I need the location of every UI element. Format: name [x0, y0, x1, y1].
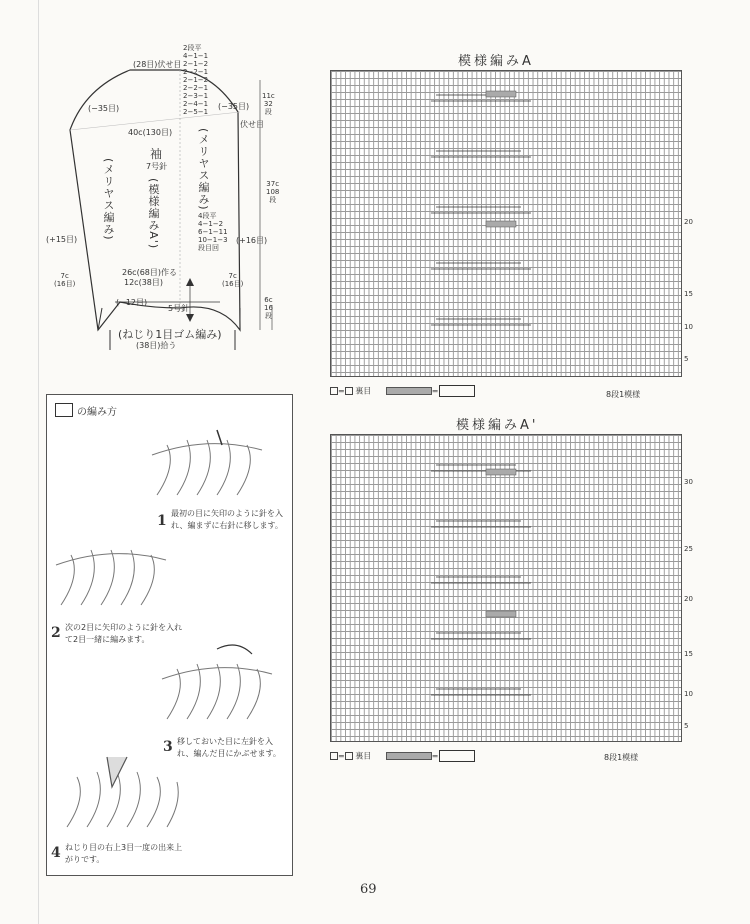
chart-a-row-10: 10	[684, 323, 693, 331]
height-cap: 11c 32 段	[262, 92, 275, 116]
width-top: 40c(130目)	[128, 128, 173, 137]
chart-a2-title: 模様編みA'	[456, 418, 539, 433]
needle-main: 7号針	[146, 162, 168, 171]
dec-symbol-icon	[55, 403, 73, 417]
left-dec: (−35目)	[88, 104, 120, 113]
step3-number: 3	[163, 739, 173, 755]
width-cuff: 12c(38目)	[124, 278, 163, 287]
step4-number: 4	[51, 845, 61, 861]
chart-a-row-15: 15	[684, 290, 693, 298]
step4-text: ねじり目の右上3目一度の出来上がりです。	[65, 843, 183, 864]
step3-text: 移しておいた目に左針を入れ、編んだ目にかぶせます。	[177, 737, 281, 758]
purl-symbol	[345, 752, 353, 760]
knit-symbol	[330, 387, 338, 395]
chart-a-symbols	[331, 71, 681, 376]
page-gutter	[38, 0, 39, 924]
inc-table: 4段平 4−1−2 6−1−11 10−1−3 段目回	[198, 212, 228, 252]
knit-symbol	[330, 752, 338, 760]
chart-a-legend: = 裏目 =	[330, 385, 475, 397]
chart-a2-row-25: 25	[684, 545, 693, 553]
chart-a-title: 模様編みA	[458, 54, 534, 69]
chart-a-repeat: 8段1模様	[606, 390, 641, 399]
chart-a2-symbols	[331, 435, 681, 741]
twist-dec-bar	[386, 387, 432, 395]
stitch-center-label: (模様編みA')	[147, 178, 160, 250]
step2-number: 2	[51, 625, 61, 641]
cuff-pattern: (ねじり1目ゴム編み)	[118, 328, 222, 341]
chart-a2-row-5: 5	[684, 722, 689, 730]
twist-dec-symbol	[439, 750, 475, 762]
step3-illustration-icon	[157, 639, 277, 729]
right-side: 7c (16目)	[222, 272, 244, 288]
step1-illustration-icon	[147, 425, 267, 505]
right-dec: (−35目)	[218, 102, 250, 111]
step2-illustration-icon	[51, 535, 171, 615]
dec-table: 2段平 4−1−1 2−1−2 2−2−1 2−1−2 2−2−1 2−3−1 2−4−1 2−5−1	[183, 44, 209, 116]
inner-dec: (−12目)	[116, 298, 148, 307]
part-name: 袖	[150, 147, 163, 161]
purl-symbol	[345, 387, 353, 395]
step1-number: 1	[157, 513, 167, 529]
twist-dec-symbol	[439, 385, 475, 397]
chart-a2-grid	[330, 434, 682, 742]
sleeve-diagram	[40, 40, 300, 360]
stitch-right-label: (メリヤス編み)	[197, 128, 210, 211]
bind-off-top: (28目)伏せ目	[133, 60, 182, 69]
stitch-left-label: (メリヤス編み)	[102, 158, 115, 241]
height-body: 37c 108 段	[266, 180, 280, 204]
needle-rib: 5号針	[168, 304, 190, 313]
left-side: 7c (16目)	[54, 272, 76, 288]
left-inc: (+15目)	[46, 235, 78, 244]
right-inc: (+16目)	[236, 236, 268, 245]
chart-a2-row-20: 20	[684, 595, 693, 603]
right-bind: 伏せ目	[240, 120, 264, 129]
chart-a2-repeat: 8段1模様	[604, 753, 639, 762]
step1-text: 最初の目に矢印のように針を入れ、編まずに右針に移します。	[171, 509, 283, 530]
cuff-pickup: (38目)拾う	[136, 341, 177, 350]
chart-a-row-5: 5	[684, 355, 689, 363]
step4-illustration-icon	[57, 747, 187, 837]
chart-a2-row-15: 15	[684, 650, 693, 658]
twist-dec-bar	[386, 752, 432, 760]
step2-text: 次の2目に矢印のように針を入れて2目一緒に編みます。	[65, 623, 183, 644]
chart-a2-legend: = 裏目 =	[330, 750, 475, 762]
chart-a-row-20: 20	[684, 218, 693, 226]
chart-a2-row-30: 30	[684, 478, 693, 486]
howto-title: の編み方	[77, 407, 117, 418]
chart-a-grid	[330, 70, 682, 377]
page-number: 69	[360, 882, 377, 897]
width-bottom: 26c(68目)作る	[122, 268, 177, 277]
howto-box	[46, 394, 293, 876]
height-cuff: 6c 16 段	[264, 296, 273, 320]
chart-a2-row-10: 10	[684, 690, 693, 698]
